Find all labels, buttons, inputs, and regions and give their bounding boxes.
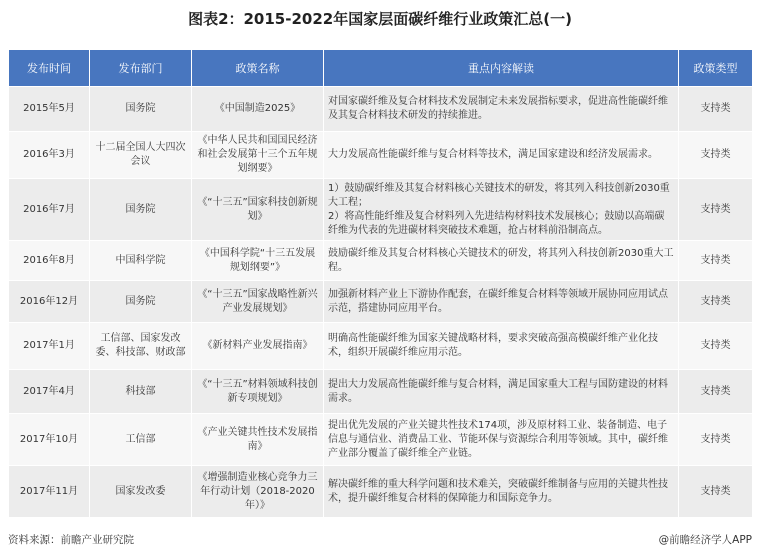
cell-type: 支持类: [679, 414, 753, 466]
cell-policy-name: 《中华人民共和国国民经济和社会发展第十三个五年规划纲要》: [192, 132, 324, 179]
cell-content: [324, 179, 679, 241]
cell-content: 解决碳纤维的重大科学问题和技术难关，突破碳纤维制备与应用的关键共性技术，提升碳纤维复合材料的保障能力和国际竞争力。: [324, 466, 679, 518]
cell-policy-name: 《中国制造2025》: [192, 87, 324, 132]
source-note: 资料来源：前瞻产业研究院: [8, 534, 134, 546]
cell-policy-name: 《增强制造业核心竞争力三年行动计划（2018-2020年）》: [192, 466, 324, 518]
table-row: [9, 281, 753, 323]
cell-department: 国务院: [90, 87, 192, 132]
cell-content: 提出大力发展高性能碳纤维与复合材料，满足国家重大工程与国防建设的材料需求。: [324, 370, 679, 414]
table-title: 图表2：2015-2022年国家层面碳纤维行业政策汇总(一): [188, 10, 572, 28]
cell-policy-name: 《中国科学院“十三五发展规划纲要”》: [192, 241, 324, 281]
cell-type: 支持类: [679, 179, 753, 241]
cell-department: 国家发改委: [90, 466, 192, 518]
cell-content: 明确高性能碳纤维为国家关键战略材料，要求突破高强高模碳纤维产业化技术，组织开展碳纤维应用示范。: [324, 323, 679, 370]
cell-date: 2016年3月: [9, 132, 90, 179]
cell-content: 加强新材料产业上下游协作配套，在碳纤维复合材料等领域开展协同应用试点示范，搭建协同应用平台。: [324, 281, 679, 323]
cell-policy-name: 《“十三五”国家科技创新规划》: [192, 179, 324, 241]
cell-type: 支持类: [679, 370, 753, 414]
cell-department: 国务院: [90, 179, 192, 241]
table-row: [9, 466, 753, 518]
cell-department: 科技部: [90, 370, 192, 414]
cell-type: 支持类: [679, 87, 753, 132]
content-line: 2）将高性能纤维及复合材料列入先进结构材料技术发展核心；鼓励以高端碳纤维为代表的先进碳材料突破技术难题，抢占材料前沿制高点。: [328, 210, 665, 236]
cell-date: 2016年12月: [9, 281, 90, 323]
cell-date: 2017年11月: [9, 466, 90, 518]
table-row: [9, 370, 753, 414]
cell-type: 支持类: [679, 466, 753, 518]
cell-department: 十二届全国人大四次会议: [90, 132, 192, 179]
header-date: 发布时间: [9, 50, 90, 87]
cell-content: 大力发展高性能碳纤维与复合材料等技术，满足国家建设和经济发展需求。: [324, 132, 679, 179]
table-row: [9, 241, 753, 281]
cell-content: 提出优先发展的产业关键共性技术174项，涉及原材料工业、装备制造、电子信息与通信业、消费品工业、节能环保与资源综合利用等领域。其中，碳纤维产业部分覆盖了碳纤维全产业链。: [324, 414, 679, 466]
cell-date: 2017年10月: [9, 414, 90, 466]
cell-department: 中国科学院: [90, 241, 192, 281]
cell-department: 工信部、国家发改委、科技部、财政部: [90, 323, 192, 370]
cell-date: 2016年7月: [9, 179, 90, 241]
table-row: [9, 179, 753, 241]
header-policy-name: 政策名称: [192, 50, 324, 87]
cell-content: 鼓励碳纤维及其复合材料核心关键技术的研发，将其列入科技创新2030重大工程。: [324, 241, 679, 281]
cell-department: 工信部: [90, 414, 192, 466]
cell-date: 2017年1月: [9, 323, 90, 370]
table-row: [9, 414, 753, 466]
cell-policy-name: 《产业关键共性技术发展指南》: [192, 414, 324, 466]
header-department: 发布部门: [90, 50, 192, 87]
policy-table: [8, 49, 753, 518]
table-row: [9, 132, 753, 179]
cell-policy-name: 《“十三五”国家战略性新兴产业发展规划》: [192, 281, 324, 323]
cell-type: 支持类: [679, 132, 753, 179]
cell-type: 支持类: [679, 323, 753, 370]
table-header-row: [9, 50, 753, 87]
cell-type: 支持类: [679, 241, 753, 281]
cell-type: 支持类: [679, 281, 753, 323]
cell-policy-name: 《新材料产业发展指南》: [192, 323, 324, 370]
cell-date: 2015年5月: [9, 87, 90, 132]
header-policy-type: 政策类型: [679, 50, 753, 87]
brand-label: @前瞻经济学人APP: [658, 534, 752, 546]
table-row: [9, 323, 753, 370]
cell-date: 2017年4月: [9, 370, 90, 414]
content-line: 1）鼓励碳纤维及其复合材料核心关键技术的研发，将其列入科技创新2030重大工程；: [328, 182, 670, 208]
brand-credit: [657, 532, 752, 547]
cell-date: 2016年8月: [9, 241, 90, 281]
header-key-content: 重点内容解读: [324, 50, 679, 87]
cell-policy-name: 《“十三五”材料领域科技创新专项规划》: [192, 370, 324, 414]
cell-department: 国务院: [90, 281, 192, 323]
cell-content: 对国家碳纤维及复合材料技术发展制定未来发展指标要求，促进高性能碳纤维及其复合材料技术研发的持续推进。: [324, 87, 679, 132]
table-row: [9, 87, 753, 132]
